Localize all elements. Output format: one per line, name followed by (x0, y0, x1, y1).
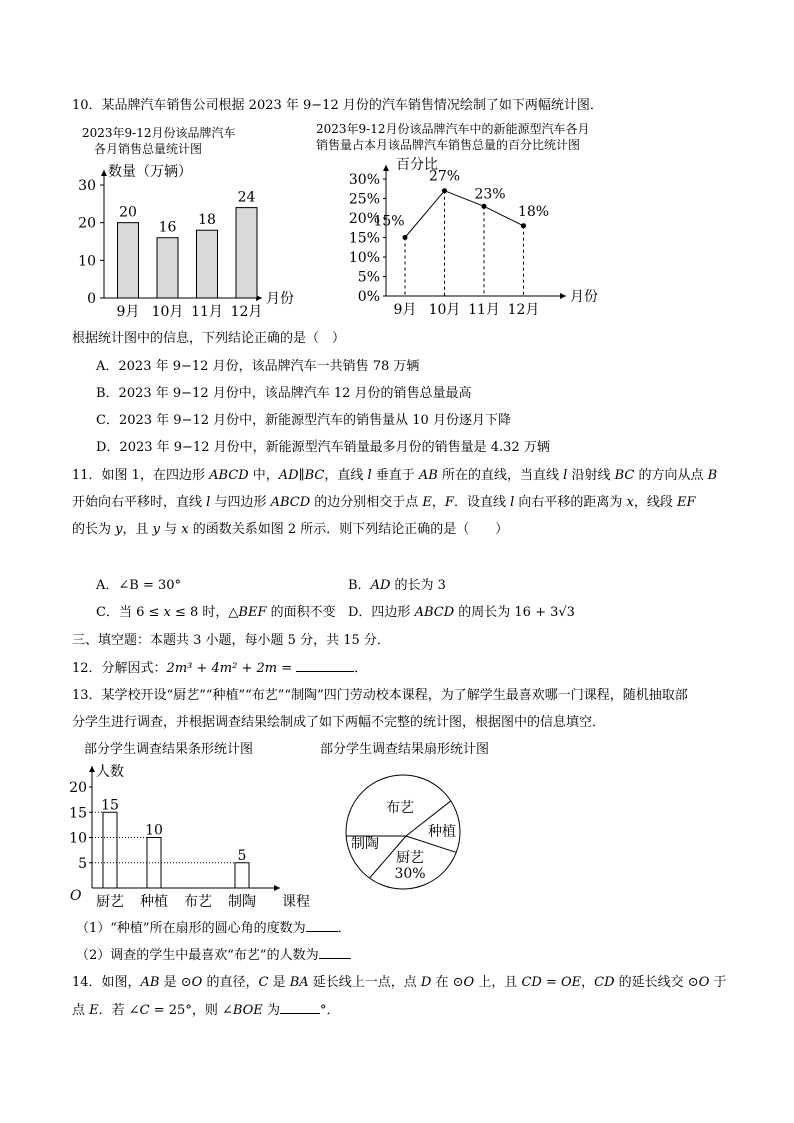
x-tick-label: 12月 (230, 304, 263, 320)
y-tick-label: 15% (348, 230, 380, 247)
bar-value-label: 18 (198, 212, 216, 229)
q10-stem: 10．某品牌汽车销售公司根据 2023 年 9−12 月份的汽车销售情况绘制了如下两幅统计图． (72, 98, 603, 113)
y-tick-label: 0% (357, 289, 380, 305)
x-axis-head (274, 885, 280, 891)
bar-value-label: 10 (145, 822, 163, 839)
bar-制陶 (235, 863, 249, 888)
slice-label: 制陶 (351, 836, 379, 852)
x-tick-label: 11月 (191, 304, 223, 320)
bar-value-label: 24 (237, 189, 256, 206)
data-point-11月 (482, 204, 487, 209)
x-tick-label: 9月 (393, 302, 417, 318)
x-tick-label: 制陶 (228, 894, 256, 910)
data-label: 18% (517, 203, 550, 220)
q13-bar-title: 部分学生调查结果条形统计图 (84, 742, 254, 757)
sales-bar-chart (64, 158, 304, 323)
data-label: 15% (373, 213, 405, 230)
y-axis-label: 人数 (96, 764, 124, 780)
course-pie-chart (340, 770, 470, 900)
course-bar-chart (62, 760, 322, 910)
slice-label: 布艺 (386, 800, 414, 816)
slice-label: 种植 (428, 824, 456, 840)
y-axis-head (89, 766, 95, 772)
section3-heading: 三、填空题：本题共 3 小题，每小题 5 分，共 15 分． (72, 633, 390, 648)
q13-sub2-blank (319, 946, 351, 959)
y-tick-label: 0 (87, 291, 96, 307)
y-tick-label: 25% (348, 191, 380, 208)
x-axis-head (560, 293, 566, 299)
x-tick-label: 10月 (428, 302, 461, 318)
bar-厨艺 (103, 812, 117, 888)
q12-answer-blank (296, 659, 354, 672)
y-tick-label: 30 (78, 178, 96, 194)
q12-line: 12．分解因式：2m³ + 4m² + 2m = ． (72, 661, 368, 676)
q10-option-c: C．2023 年 9−12 月份中，新能源型汽车的销售量从 10 月份逐月下降 (96, 413, 511, 428)
x-tick-label: 布艺 (184, 894, 212, 910)
q13-sub2: （2）调查的学生中最喜欢“布艺”的人数为 (76, 946, 351, 965)
y-tick-label: 20 (78, 215, 96, 232)
x-axis-label: 课程 (282, 894, 310, 910)
q11-option-a: A．∠B = 30° (96, 578, 182, 593)
x-axis-label: 月份 (570, 289, 598, 305)
y-tick-label: 10 (78, 253, 96, 270)
data-point-9月 (403, 235, 408, 240)
q10-intro: 根据统计图中的信息，下列结论正确的是（ ） (72, 331, 346, 346)
data-point-12月 (521, 223, 526, 228)
q11-line2: 开始向右平移时，直线 l 与四边形 ABCD 的边分别相交于点 E，F．设直线 l 向右平移的距离为 x，线段 EF (72, 495, 696, 510)
x-tick-label: 厨艺 (96, 894, 124, 910)
y-tick-label: 20% (348, 211, 380, 227)
data-label: 27% (428, 168, 461, 185)
origin-label: O (70, 888, 82, 904)
percent-line-chart (340, 155, 620, 325)
y-tick-label: 10 (69, 830, 87, 847)
x-tick-label: 11月 (468, 302, 500, 318)
series-line (405, 191, 524, 238)
q13-sub1-blank (306, 919, 338, 932)
data-label: 23% (474, 186, 506, 203)
bar-value-label: 20 (119, 204, 137, 221)
q13-sub1: （1）“种植”所在扇形的圆心角的度数为 ． (76, 921, 351, 936)
slice-percent: 30% (394, 866, 426, 882)
bar-value-label: 16 (158, 219, 177, 236)
q11-line3: 的长为 y，且 y 与 x 的函数关系如图 2 所示．则下列结论正确的是（ ） (72, 522, 509, 537)
y-axis-label: 数量（万辆） (108, 164, 192, 180)
y-tick-label: 30% (348, 172, 380, 188)
x-axis-label: 月份 (266, 291, 294, 307)
chart1-title-line2: 各月销售总量统计图 (94, 142, 203, 156)
bar-9月 (118, 223, 139, 298)
data-point-10月 (442, 188, 447, 193)
q11-option-d: D．四边形 ABCD 的周长为 16 + 3√3 (348, 605, 575, 620)
chart1-title-line1: 2023年9-12月份该品牌汽车 (82, 126, 236, 140)
q13-line2: 分学生进行调查，并根据调查结果绘制成了如下两幅不完整的统计图，根据图中的信息填空． (72, 715, 606, 730)
chart2-title-line2: 销售量占本月该品牌汽车销售总量的百分比统计图 (316, 138, 581, 152)
y-tick-label: 5% (357, 269, 380, 286)
q10-option-a: A．2023 年 9−12 月份，该品牌汽车一共销售 78 万辆 (96, 359, 420, 374)
x-tick-label: 9月 (116, 304, 140, 320)
y-tick-label: 10% (348, 250, 380, 266)
q14-line2: 点 E．若 ∠C = 25°，则 ∠BOE 为 °． (72, 1003, 340, 1018)
x-tick-label: 种植 (140, 894, 168, 910)
q11-option-b: B．AD 的长为 3 (348, 578, 446, 593)
y-axis-head (383, 165, 389, 171)
y-tick-label: 20 (69, 780, 87, 796)
bar-10月 (157, 238, 178, 298)
y-axis-head (101, 170, 107, 176)
slice-label: 厨艺 (396, 850, 424, 866)
x-tick-label: 10月 (151, 304, 184, 320)
y-axis-label: 百分比 (396, 157, 438, 173)
q14-answer-blank (280, 1001, 320, 1014)
y-tick-label: 5 (78, 855, 87, 872)
q10-option-b: B．2023 年 9−12 月份中，该品牌汽车 12 月份的销售总量最高 (96, 386, 472, 401)
q11-option-c: C．当 6 ≤ x ≤ 8 时，△BEF 的面积不变 (96, 605, 336, 620)
q13-pie-title: 部分学生调查结果扇形统计图 (320, 742, 490, 757)
x-tick-label: 12月 (507, 302, 540, 318)
bar-value-label: 15 (101, 797, 119, 814)
q13-line1: 13．某学校开设“厨艺”“种植”“布艺”“制陶”四门劳动校本课程，为了解学生最喜欢哪一门课程，随机抽取部 (72, 688, 688, 703)
bar-11月 (197, 230, 218, 298)
q10-option-d: D．2023 年 9−12 月份中，新能源型汽车销量最多月份的销售量是 4.32 万辆 (96, 440, 550, 455)
bar-value-label: 5 (237, 847, 247, 864)
bar-12月 (236, 208, 257, 298)
chart2-title-line1: 2023年9-12月份该品牌汽车中的新能源型汽车各月 (316, 122, 590, 136)
q14-line1: 14．如图，AB 是 ⊙O 的直径，C 是 BA 延长线上一点，点 D 在 ⊙O 上，且 CD = OE，CD 的延长线交 ⊙O 于 (72, 975, 727, 990)
q11-line1: 11．如图 1，在四边形 ABCD 中，AD∥BC，直线 l 垂直于 AB 所在的直线，当直线 l 沿射线 BC 的方向从点 B (72, 468, 718, 483)
y-tick-label: 15 (69, 805, 87, 822)
